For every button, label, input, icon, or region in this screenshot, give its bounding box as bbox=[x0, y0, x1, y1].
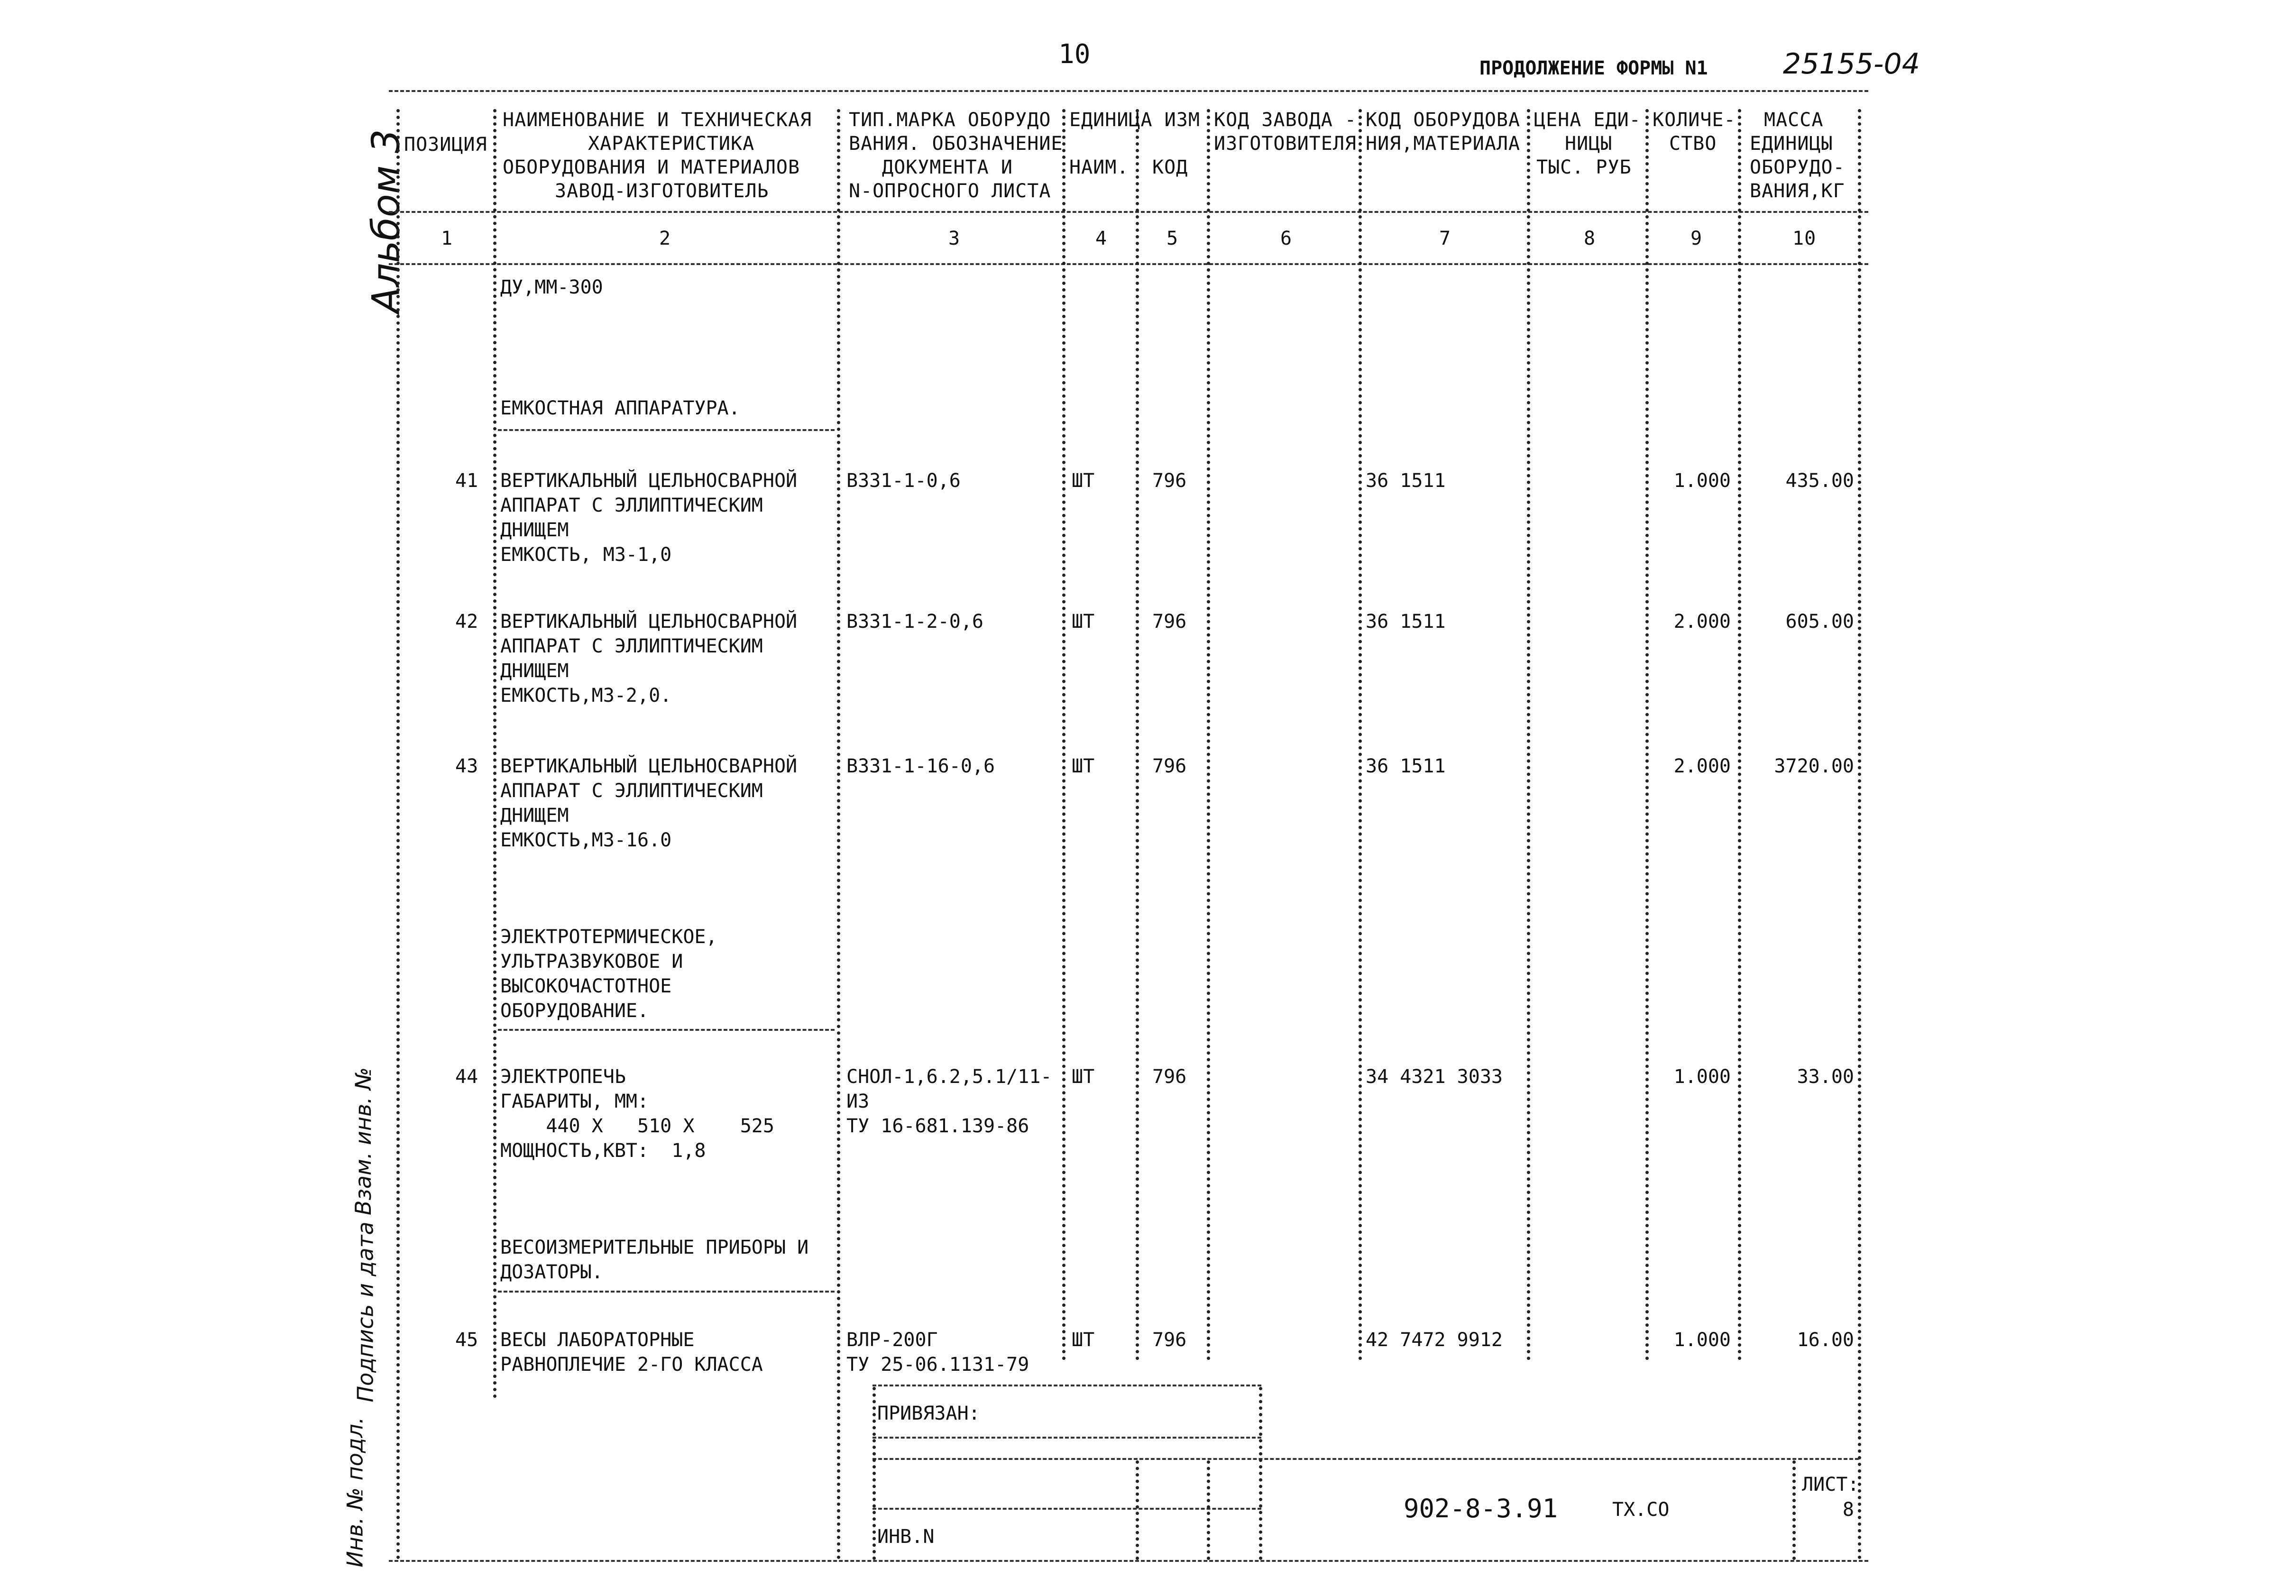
row-name-line: 440 Х 510 Х 525 bbox=[500, 1115, 774, 1137]
col-number: 10 bbox=[1792, 228, 1817, 249]
stamp-divider bbox=[1792, 1460, 1796, 1560]
col-divider bbox=[1527, 109, 1530, 1361]
form-title: ПРОДОЛЖЕНИЕ ФОРМЫ N1 bbox=[1479, 57, 1708, 79]
section-title-line: ВЫСОКОЧАСТОТНОЕ bbox=[500, 975, 672, 997]
row-name-line: ЕМКОСТЬ, МЗ-1,0 bbox=[500, 544, 672, 566]
header-col3-line: ВАНИЯ. ОБОЗНАЧЕНИЕ bbox=[849, 133, 1063, 155]
stamp-podpis: Подпись и дата bbox=[352, 1221, 378, 1403]
header-col10-line: МАССА bbox=[1764, 109, 1824, 131]
section-title-line: УЛЬТРАЗВУКОВОЕ И bbox=[500, 951, 683, 972]
row-qty: 1.000 bbox=[1673, 470, 1731, 492]
header-col7-line: КОД ОБОРУДОВА bbox=[1366, 109, 1521, 131]
stamp-line bbox=[872, 1437, 1261, 1439]
row-name-line: АППАРАТ С ЭЛЛИПТИЧЕСКИМ bbox=[500, 495, 763, 516]
section-underline bbox=[498, 1291, 835, 1293]
row-name-line: АППАРАТ С ЭЛЛИПТИЧЕСКИМ bbox=[500, 780, 763, 802]
row-unit-code: 796 bbox=[1152, 1329, 1187, 1351]
row-name-line: МОЩНОСТЬ,КВТ: 1,8 bbox=[500, 1140, 706, 1162]
section-title-line: ОБОРУДОВАНИЕ. bbox=[500, 1000, 649, 1022]
row-type-line: ВЛР-200Г bbox=[846, 1329, 938, 1351]
header-col3-line: ТИП.МАРКА ОБОРУДО bbox=[849, 109, 1051, 131]
stamp-line bbox=[872, 1458, 1859, 1460]
col-divider bbox=[837, 109, 840, 1560]
col-divider bbox=[1359, 109, 1362, 1361]
page-number: 10 bbox=[1058, 39, 1091, 70]
row-name-line: ВЕСЫ ЛАБОРАТОРНЫЕ bbox=[500, 1329, 695, 1351]
col-number: 8 bbox=[1584, 228, 1596, 249]
stamp-line bbox=[872, 1508, 1261, 1510]
col-divider bbox=[1136, 109, 1139, 1361]
row-type: ВЗЗ1-1-16-0,6 bbox=[846, 755, 995, 777]
col-number: 4 bbox=[1095, 228, 1108, 249]
row-name-line: ДУ,ММ-300 bbox=[500, 276, 603, 298]
top-border bbox=[389, 90, 1868, 92]
header-unit-top: ЕДИНИЦА ИЗМ bbox=[1069, 109, 1200, 131]
row-qty: 1.000 bbox=[1673, 1066, 1731, 1088]
header-col6-line: ИЗГОТОВИТЕЛЯ bbox=[1214, 133, 1357, 155]
row-unit: ШТ bbox=[1072, 1329, 1095, 1351]
row-mass: 16.00 bbox=[1797, 1329, 1854, 1351]
row-name-line: ГАБАРИТЫ, ММ: bbox=[500, 1091, 649, 1112]
row-unit: ШТ bbox=[1072, 470, 1095, 492]
row-name-line: ВЕРТИКАЛЬНЫЙ ЦЕЛЬНОСВАРНОЙ bbox=[500, 470, 798, 492]
header-col8-line: ТЫС. РУБ bbox=[1536, 156, 1632, 178]
row-position: 45 bbox=[455, 1329, 478, 1351]
stamp-divider bbox=[1259, 1387, 1262, 1560]
section-title: ЕМКОСТНАЯ АППАРАТУРА. bbox=[500, 397, 740, 419]
header-col2-line: НАИМЕНОВАНИЕ И ТЕХНИЧЕСКАЯ bbox=[503, 109, 812, 131]
row-name-line: ЕМКОСТЬ,МЗ-2,0. bbox=[500, 685, 672, 706]
stamp-divider bbox=[872, 1387, 876, 1560]
row-type-line: ТУ 16-681.139-86 bbox=[846, 1115, 1029, 1137]
header-col3-line: ДОКУМЕНТА И bbox=[882, 156, 1013, 178]
col-divider bbox=[396, 109, 400, 1560]
row-name-line: ДНИЩЕМ bbox=[500, 805, 569, 826]
row-unit-code: 796 bbox=[1152, 1066, 1187, 1088]
col-number: 7 bbox=[1439, 228, 1451, 249]
row-unit-code: 796 bbox=[1152, 611, 1187, 633]
row-unit-code: 796 bbox=[1152, 755, 1187, 777]
row-name-line: ДНИЩЕМ bbox=[500, 660, 569, 682]
col-number: 5 bbox=[1166, 228, 1179, 249]
row-type-line: СНОЛ-1,6.2,5.1/11- bbox=[846, 1066, 1052, 1088]
stamp-sheet-label: ЛИСТ: bbox=[1802, 1474, 1859, 1495]
row-equip-code: 36 1511 bbox=[1366, 755, 1446, 777]
row-name-line: ДНИЩЕМ bbox=[500, 519, 569, 541]
header-col2-line: ЗАВОД-ИЗГОТОВИТЕЛЬ bbox=[555, 180, 769, 202]
header-col7-line: НИЯ,МАТЕРИАЛА bbox=[1366, 133, 1521, 155]
header-col1: ПОЗИЦИЯ bbox=[404, 134, 487, 156]
row-position: 41 bbox=[455, 470, 478, 492]
row-mass: 435.00 bbox=[1785, 470, 1854, 492]
row-qty: 2.000 bbox=[1673, 755, 1731, 777]
col-number: 1 bbox=[441, 228, 453, 249]
col-divider bbox=[1738, 109, 1741, 1361]
stamp-inv-podl: Инв. № подл. bbox=[342, 1417, 368, 1568]
row-qty: 2.000 bbox=[1673, 611, 1731, 633]
header-col8-line: ЦЕНА ЕДИ- bbox=[1534, 109, 1641, 131]
row-mass: 605.00 bbox=[1785, 611, 1854, 633]
header-col3-line: N-ОПРОСНОГО ЛИСТА bbox=[849, 180, 1051, 202]
row-position: 44 bbox=[455, 1066, 478, 1088]
row-equip-code: 34 4321 3033 bbox=[1366, 1066, 1503, 1088]
handwritten-code: 25155-04 bbox=[1783, 47, 1920, 81]
col-number: 6 bbox=[1280, 228, 1293, 249]
album-label: Альбом 3 bbox=[364, 129, 408, 313]
row-equip-code: 36 1511 bbox=[1366, 470, 1446, 492]
row-name-line: ВЕРТИКАЛЬНЫЙ ЦЕЛЬНОСВАРНОЙ bbox=[500, 755, 798, 777]
col-number: 3 bbox=[948, 228, 961, 249]
row-name-line: ЕМКОСТЬ,МЗ-16.0 bbox=[500, 829, 672, 851]
stamp-divider bbox=[1136, 1460, 1139, 1560]
row-mass: 33.00 bbox=[1797, 1066, 1854, 1088]
row-equip-code: 36 1511 bbox=[1366, 611, 1446, 633]
col-divider bbox=[1062, 109, 1065, 1361]
header-col9-line: СТВО bbox=[1669, 133, 1717, 155]
header-col4: НАИМ. bbox=[1069, 156, 1129, 178]
stamp-doc-code: 902-8-3.91 bbox=[1404, 1494, 1558, 1523]
stamp-doc-type: ТХ.СО bbox=[1612, 1499, 1670, 1521]
stamp-vzam: Взам. инв. № bbox=[350, 1067, 377, 1216]
row-position: 43 bbox=[455, 755, 478, 777]
row-unit: ШТ bbox=[1072, 1066, 1095, 1088]
stamp-top-border bbox=[872, 1385, 1261, 1386]
header-col2-line: ОБОРУДОВАНИЯ И МАТЕРИАЛОВ bbox=[503, 156, 800, 178]
row-unit-code: 796 bbox=[1152, 470, 1187, 492]
header-col6-line: КОД ЗАВОДА - bbox=[1214, 109, 1357, 131]
stamp-sheet-number: 8 bbox=[1842, 1499, 1854, 1521]
header-col8-line: НИЦЫ bbox=[1565, 133, 1613, 155]
section-underline bbox=[498, 429, 835, 431]
section-title-line: ВЕСОИЗМЕРИТЕЛЬНЫЕ ПРИБОРЫ И bbox=[500, 1237, 809, 1258]
row-position: 42 bbox=[455, 611, 478, 633]
header-col5: КОД bbox=[1152, 156, 1188, 178]
row-type-line: ИЗ bbox=[846, 1091, 870, 1112]
section-title-line: ЭЛЕКТРОТЕРМИЧЕСКОЕ, bbox=[500, 926, 717, 948]
section-underline bbox=[498, 1029, 835, 1031]
row-type: ВЗЗ1-1-2-0,6 bbox=[846, 611, 983, 633]
row-unit: ШТ bbox=[1072, 755, 1095, 777]
section-title-line: ДОЗАТОРЫ. bbox=[500, 1261, 603, 1283]
bottom-border bbox=[389, 1560, 1868, 1562]
row-qty: 1.000 bbox=[1673, 1329, 1731, 1351]
row-equip-code: 42 7472 9912 bbox=[1366, 1329, 1503, 1351]
header-col10-line: ОБОРУДО- bbox=[1750, 156, 1845, 178]
col-divider bbox=[1645, 109, 1649, 1361]
header-col10-line: ЕДИНИЦЫ bbox=[1750, 133, 1833, 155]
row-name-line: РАВНОПЛЕЧИЕ 2-ГО КЛАССА bbox=[500, 1354, 763, 1376]
col-divider bbox=[1207, 109, 1210, 1361]
row-name-line: ВЕРТИКАЛЬНЫЙ ЦЕЛЬНОСВАРНОЙ bbox=[500, 611, 798, 633]
header-col9-line: КОЛИЧЕ- bbox=[1653, 109, 1736, 131]
row-type: ВЗЗ1-1-0,6 bbox=[846, 470, 961, 492]
col-number: 9 bbox=[1690, 228, 1703, 249]
row-mass: 3720.00 bbox=[1774, 755, 1854, 777]
col-divider bbox=[1858, 109, 1861, 1560]
row-type-line: ТУ 25-06.1131-79 bbox=[846, 1354, 1029, 1376]
stamp-inv: ИНВ.N bbox=[877, 1526, 935, 1548]
row-name-line: АППАРАТ С ЭЛЛИПТИЧЕСКИМ bbox=[500, 635, 763, 657]
header-col10-line: ВАНИЯ,КГ bbox=[1750, 180, 1845, 202]
row-name-line: ЭЛЕКТРОПЕЧЬ bbox=[500, 1066, 626, 1088]
col-number: 2 bbox=[659, 228, 671, 249]
col-divider bbox=[493, 109, 496, 1399]
row-unit: ШТ bbox=[1072, 611, 1095, 633]
stamp-divider bbox=[1207, 1460, 1210, 1560]
header-col2-line: ХАРАКТЕРИСТИКА bbox=[588, 133, 755, 155]
stamp-privyazan: ПРИВЯЗАН: bbox=[877, 1403, 980, 1424]
